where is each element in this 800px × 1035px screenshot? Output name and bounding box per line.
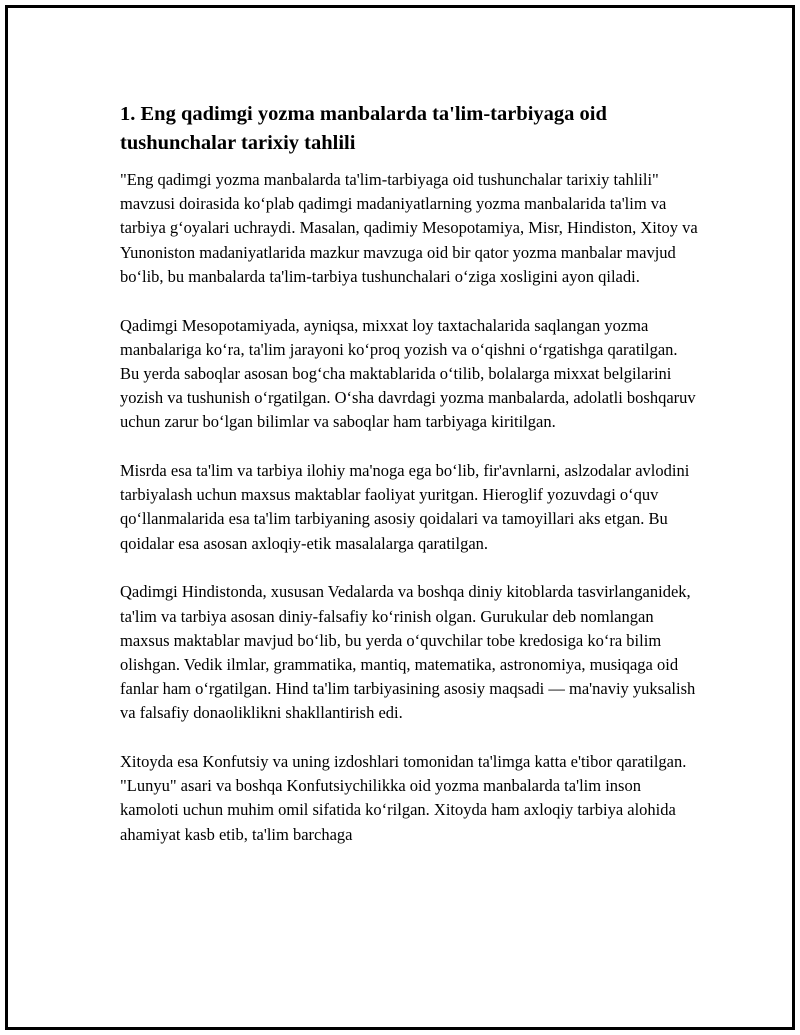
paragraph-1: "Eng qadimgi yozma manbalarda ta'lim-tarbiyaga oid tushunchalar tarixiy tahlili" mavzusi doirasida ko‘plab qadimgi madaniyatlarning yozma manbalarida ta'lim va tarbiya g‘oyalari uchraydi. Masalan, qadimiy Mesopotamiya, Misr, Hindiston, Xitoy va Yunoniston madaniyatlarida mazkur mavzuga oid bir qator yozma manbalar mavjud bo‘lib, bu manbalarda ta'lim-tarbiya tushunchalari o‘ziga xosligini ayon qiladi. <box>120 170 698 286</box>
paragraph-3: Misrda esa ta'lim va tarbiya ilohiy ma'noga ega bo‘lib, fir'avnlarni, aslzodalar avlodini tarbiyalash uchun maxsus maktablar faoliyat yuritgan. Hieroglif yozuvdagi o‘quv qo‘llanmalarida esa ta'lim tarbiyaning asosiy qoidalari va tamoyillari aks etgan. Bu qoidalar esa asosan axloqiy-etik masalalarga qaratilgan. <box>120 461 690 553</box>
page-title: 1. Eng qadimgi yozma manbalarda ta'lim-tarbiyaga oid tushunchalar tarixiy tahlili <box>120 103 607 154</box>
page-frame <box>5 5 795 1030</box>
paragraph-4: Qadimgi Hindistonda, xususan Vedalarda va boshqa diniy kitoblarda tasvirlanganidek, ta'lim va tarbiya asosan diniy-falsafiy ko‘rinish olgan. Gurukular deb nomlangan maxsus maktablar mavjud bo‘lib, bu yerda o‘quvchilar tobe kredosiga ko‘ra bilim olishgan. Vedik ilmlar, grammatika, mantiq, matematika, astronomiya, musiqaga oid fanlar ham o‘rgatilgan. Hind ta'lim tarbiyasining asosiy maqsadi — ma'naviy yuksalish va falsafiy donaoliklikni shakllantirish edi. <box>120 582 696 723</box>
document-body <box>120 100 700 871</box>
paragraph-2: Qadimgi Mesopotamiyada, ayniqsa, mixxat loy taxtachalarida saqlangan yozma manbalariga ko‘ra, ta'lim jarayoni ko‘proq yozish va o‘qishni o‘rgatishga qaratilgan. Bu yerda saboqlar asosan bog‘cha maktablarida o‘tilib, bolalarga mixxat belgilarini yozish va tushunish o‘rgatilgan. O‘sha davrdagi yozma manbalarda, adolatli boshqaruv uchun zarur bo‘lgan bilimlar va saboqlar ham tarbiyaga kiritilgan. <box>120 315 696 432</box>
paragraph-5: Xitoyda esa Konfutsiy va uning izdoshlari tomonidan ta'limga katta e'tibor qaratilgan. "Lunyu" asari va boshqa Konfutsiychilikka oid yozma manbalarda ta'lim inson kamoloti uchun muhim omil sifatida ko‘rilgan. Xitoyda ham axloqiy tarbiya alohida ahamiyat kasb etib, ta'lim barchaga <box>120 752 687 844</box>
